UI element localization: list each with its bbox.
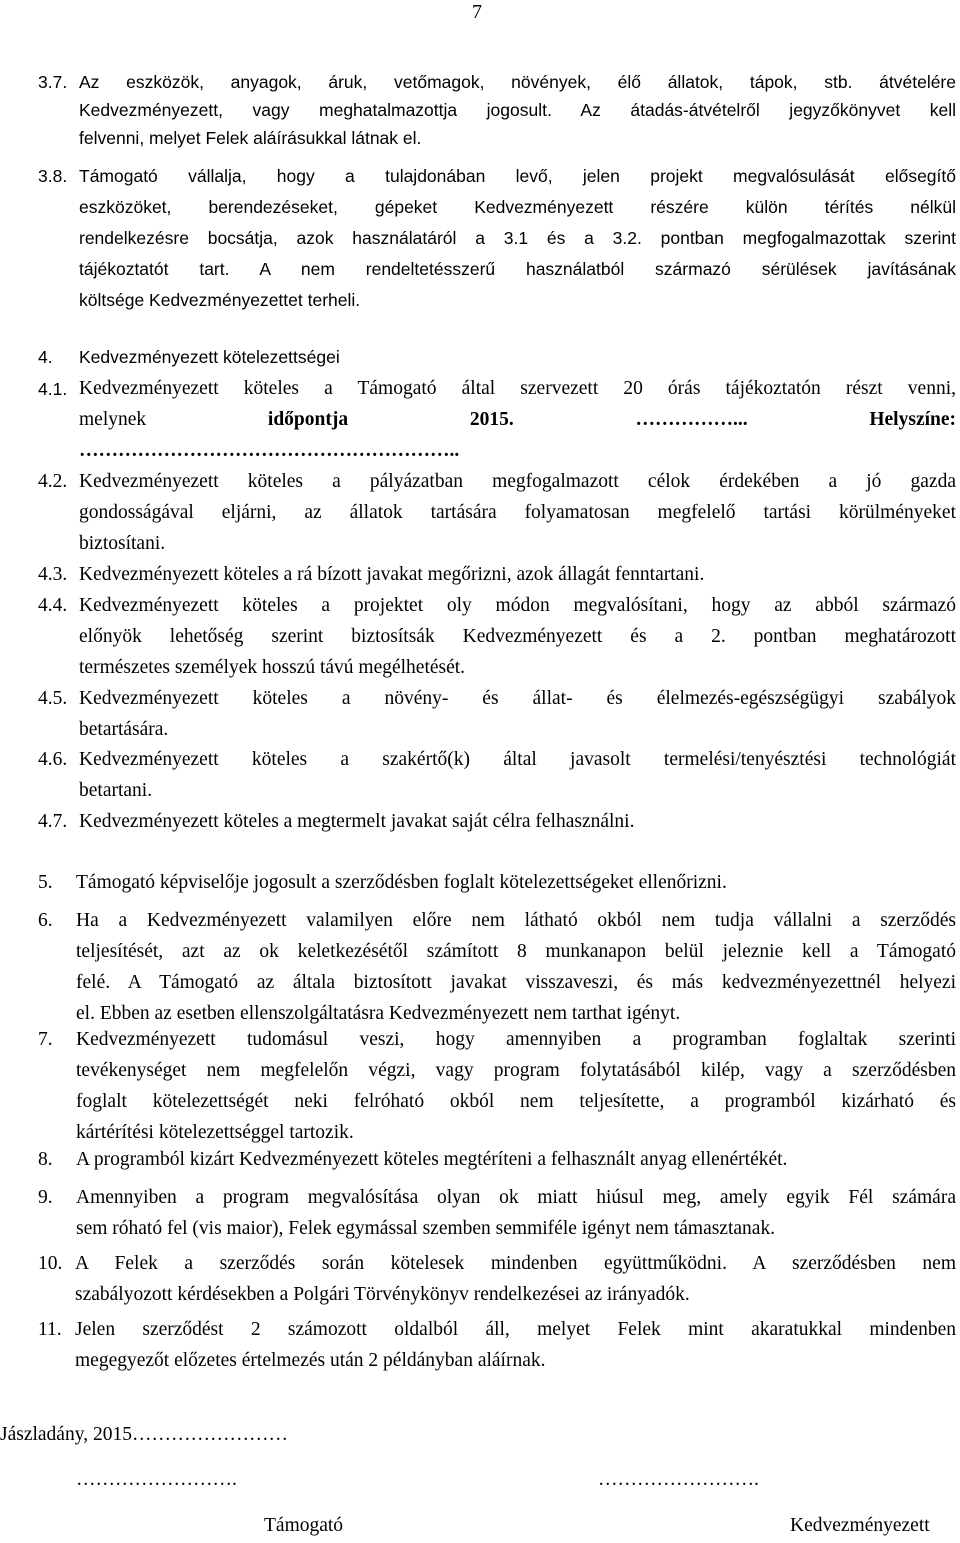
section-3-8 bbox=[38, 162, 956, 314]
text-year: 2015. bbox=[469, 409, 514, 430]
section-number: 4.5. bbox=[38, 688, 68, 709]
section-number: 8. bbox=[38, 1149, 53, 1170]
text-line: biztosítani. bbox=[79, 533, 166, 554]
section-number: 11. bbox=[38, 1319, 62, 1340]
text-line: Támogató képviselője jogosult a szerződésben foglalt kötelezettségeket ellenőrizni. bbox=[76, 872, 727, 893]
text-line: szabályozott kérdésekben a Polgári Törvénykönyv rendelkezései az irányadók. bbox=[75, 1284, 690, 1305]
text-line: Ha a Kedvezményezett valamilyen előre nem látható okból nem tudja vállalni a szerződés bbox=[76, 910, 956, 931]
text-line: tevékenységet nem megfelelőn végzi, vagy program folytatásából kilép, vagy a szerződésben bbox=[76, 1060, 956, 1081]
section-7 bbox=[38, 1026, 956, 1147]
text-line: Kedvezményezett tudomásul veszi, hogy amennyiben a programban foglaltak szerinti bbox=[76, 1029, 956, 1050]
section-number: 4. bbox=[38, 347, 53, 367]
section-number: 10. bbox=[38, 1253, 63, 1274]
text-line: foglalt kötelezettségét neki felróható okból nem teljesítette, a programból kizárható és bbox=[76, 1091, 956, 1112]
text-line: megegyezőt előzetes értelmezés után 2 példányban aláírnak. bbox=[75, 1350, 546, 1371]
text-line: felé. A Támogató az általa biztosított javakat visszaveszi, és más kedvezményezettnél helyezi bbox=[76, 972, 956, 993]
text-line: eszközöket, berendezéseket, gépeket Kedvezményezett részére külön térítés nélkül bbox=[79, 197, 956, 217]
text-line: gondosságával eljárni, az állatok tartására folyamatosan megfelelő tartási körülményeket bbox=[79, 502, 956, 523]
section-5 bbox=[38, 869, 956, 897]
section-10 bbox=[38, 1250, 956, 1309]
signature-label-left: Támogató bbox=[264, 1515, 344, 1536]
text-line: Kedvezményezett köteles a szakértő(k) által javasolt termelési/tenyésztési technológiát bbox=[79, 749, 956, 770]
text-melynek: melynek bbox=[79, 409, 147, 430]
section-3-7 bbox=[38, 68, 956, 152]
section-4-4 bbox=[38, 592, 956, 682]
text-line: el. Ebben az esetben ellenszolgáltatásra Kedvezményezett nem tarthat igényt. bbox=[76, 1003, 681, 1024]
text-line: kártérítési kötelezettséggel tartozik. bbox=[76, 1122, 354, 1143]
text-line: Kedvezményezett köteles a pályázatban megfogalmazott célok érdekében a jó gazda bbox=[79, 471, 956, 492]
section-number: 4.1. bbox=[38, 379, 68, 399]
section-4-heading bbox=[38, 343, 956, 371]
text-line: betartására. bbox=[79, 719, 169, 740]
section-number: 4.3. bbox=[38, 564, 68, 585]
place-blank: ………………………………………………….. bbox=[79, 440, 460, 461]
section-number: 3.7. bbox=[38, 72, 68, 92]
section-4-3 bbox=[38, 561, 956, 589]
text-line: tájékoztatót tart. A nem rendeltetésszerű használatból származó sérülések javításának bbox=[79, 259, 956, 279]
section-4-7 bbox=[38, 808, 956, 836]
section-4-1 bbox=[38, 375, 956, 465]
section-number: 3.8. bbox=[38, 166, 68, 186]
section-number: 9. bbox=[38, 1187, 53, 1208]
section-number: 6. bbox=[38, 910, 53, 931]
text-line: költsége Kedvezményezettet terheli. bbox=[79, 290, 361, 310]
text-line: Kedvezményezett köteles a projektet oly módon megvalósítani, hogy az abból származó bbox=[79, 595, 956, 616]
section-6 bbox=[38, 907, 956, 1028]
page-number: 7 bbox=[472, 1, 482, 23]
section-number: 4.7. bbox=[38, 811, 68, 832]
text-line: betartani. bbox=[79, 780, 153, 801]
section-number: 4.2. bbox=[38, 471, 68, 492]
signature-line-left: ……………………. bbox=[76, 1469, 237, 1490]
signature-line-right: ……………………. bbox=[598, 1469, 759, 1490]
date-blank: ……………... bbox=[635, 409, 748, 430]
date-place-line bbox=[79, 406, 956, 434]
section-4-6 bbox=[38, 746, 956, 805]
text-line: Kedvezményezett köteles a megtermelt javakat saját célra felhasználni. bbox=[79, 811, 635, 832]
section-heading: Kedvezményezett kötelezettségei bbox=[79, 347, 340, 367]
text-line: rendelkezésre bocsátja, azok használatáról a 3.1 és a 3.2. pontban megfogalmazottak szerint bbox=[79, 228, 956, 248]
section-4-2 bbox=[38, 468, 956, 558]
text-line: Támogató vállalja, hogy a tulajdonában levő, jelen projekt megvalósulását elősegítő bbox=[79, 166, 956, 186]
text-line: teljesítését, azt az ok keletkezésétől számított 8 munkanapon belül jeleznie kell a Támogató bbox=[76, 941, 956, 962]
section-4-5 bbox=[38, 685, 956, 744]
section-number: 5. bbox=[38, 872, 53, 893]
text-line: Az eszközök, anyagok, áruk, vetőmagok, növények, élő állatok, tápok, stb. átvételére bbox=[79, 72, 956, 92]
text-helyszine: Helyszíne: bbox=[869, 409, 957, 430]
signature-label-right: Kedvezményezett bbox=[790, 1515, 930, 1536]
text-idopontja: időpontja bbox=[267, 409, 349, 430]
text-line: Kedvezményezett köteles a növény- és állat- és élelmezés-egészségügyi szabályok bbox=[79, 688, 956, 709]
place-date: Jászladány, 2015…………………… bbox=[0, 1424, 288, 1445]
text-line: természetes személyek hosszú távú megélhetését. bbox=[79, 657, 466, 678]
text-line: előnyök lehetőség szerint biztosítsák Kedvezményezett és a 2. pontban meghatározott bbox=[79, 626, 956, 647]
section-number: 4.4. bbox=[38, 595, 68, 616]
section-number: 4.6. bbox=[38, 749, 68, 770]
text-line: A programból kizárt Kedvezményezett köteles megtéríteni a felhasznált anyag ellenértékét. bbox=[76, 1149, 788, 1170]
text-line: Amennyiben a program megvalósítása olyan ok miatt hiúsul meg, amely egyik Fél számára bbox=[76, 1187, 956, 1208]
section-11 bbox=[38, 1316, 956, 1375]
section-number: 7. bbox=[38, 1029, 53, 1050]
section-8 bbox=[38, 1146, 956, 1174]
text-line: Kedvezményezett köteles a rá bízott javakat megőrizni, azok állagát fenntartani. bbox=[79, 564, 705, 585]
text-line: sem róható fel (vis maior), Felek egymással szemben semmiféle igényt nem támasztanak. bbox=[76, 1218, 776, 1239]
section-9 bbox=[38, 1184, 956, 1243]
text-line: Jelen szerződést 2 számozott oldalból áll, melyet Felek mint akaratukkal mindenben bbox=[75, 1319, 956, 1340]
text-line: A Felek a szerződés során kötelesek mindenben együttműködni. A szerződésben nem bbox=[75, 1253, 956, 1274]
text-line: felvenni, melyet Felek aláírásukkal látnak el. bbox=[79, 128, 422, 148]
text-line: Kedvezményezett, vagy meghatalmazottja jogosult. Az átadás-átvételről jegyzőkönyvet kell bbox=[79, 100, 956, 120]
text-line: Kedvezményezett köteles a Támogató által szervezett 20 órás tájékoztatón részt venni, bbox=[79, 378, 956, 399]
